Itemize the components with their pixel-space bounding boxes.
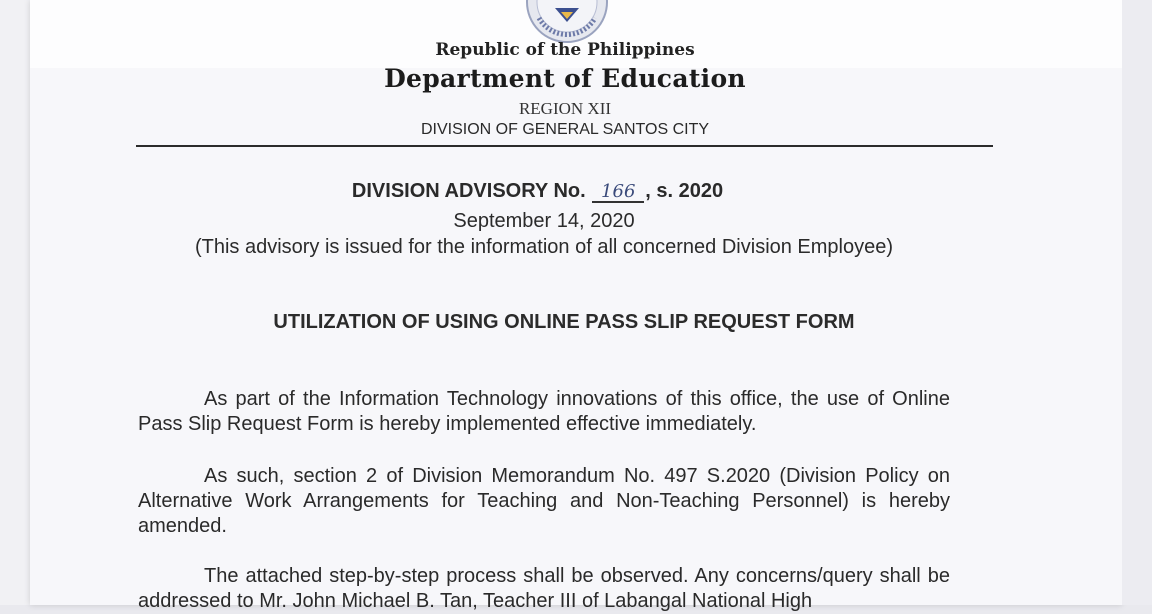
paragraph-text: As part of the Information Technology innovations of this office, the use of Online Pass Slip Request Form is hereby implemented effective immediately. — [138, 388, 950, 435]
advisory-prefix: DIVISION ADVISORY No. — [351, 180, 586, 202]
paragraph-text: The attached step-by-step process shall be observed. Any concerns/query shall be addressed to Mr. John Michael B. Tan, Teacher III of Labangal National High — [138, 565, 950, 612]
region-line: REGION XII — [518, 99, 612, 118]
header-divider — [136, 145, 993, 147]
body-paragraph — [138, 564, 950, 614]
advisory-series: , s. 2020 — [645, 180, 724, 202]
republic-line: Republic of the Philippines — [435, 40, 695, 60]
department-title: Department of Education — [384, 64, 746, 93]
advisory-subject: UTILIZATION OF USING ONLINE PASS SLIP REQUEST FORM — [273, 311, 855, 333]
advisory-number-handwritten: 166 — [592, 183, 644, 203]
advisory-date: September 14, 2020 — [453, 210, 635, 232]
advisory-note: (This advisory is issued for the information of all concerned Division Employee) — [194, 236, 894, 258]
body-paragraph — [138, 464, 950, 539]
advisory-heading — [0, 180, 1075, 203]
deped-seal-icon — [525, 0, 609, 44]
division-line: DIVISION OF GENERAL SANTOS CITY — [420, 121, 710, 138]
paragraph-text: As such, section 2 of Division Memorandum No. 497 S.2020 (Division Policy on Alternative Work Arrangements for Teaching and Non-Teaching Personnel) is hereby amended. — [138, 465, 950, 537]
body-paragraph — [138, 387, 950, 437]
